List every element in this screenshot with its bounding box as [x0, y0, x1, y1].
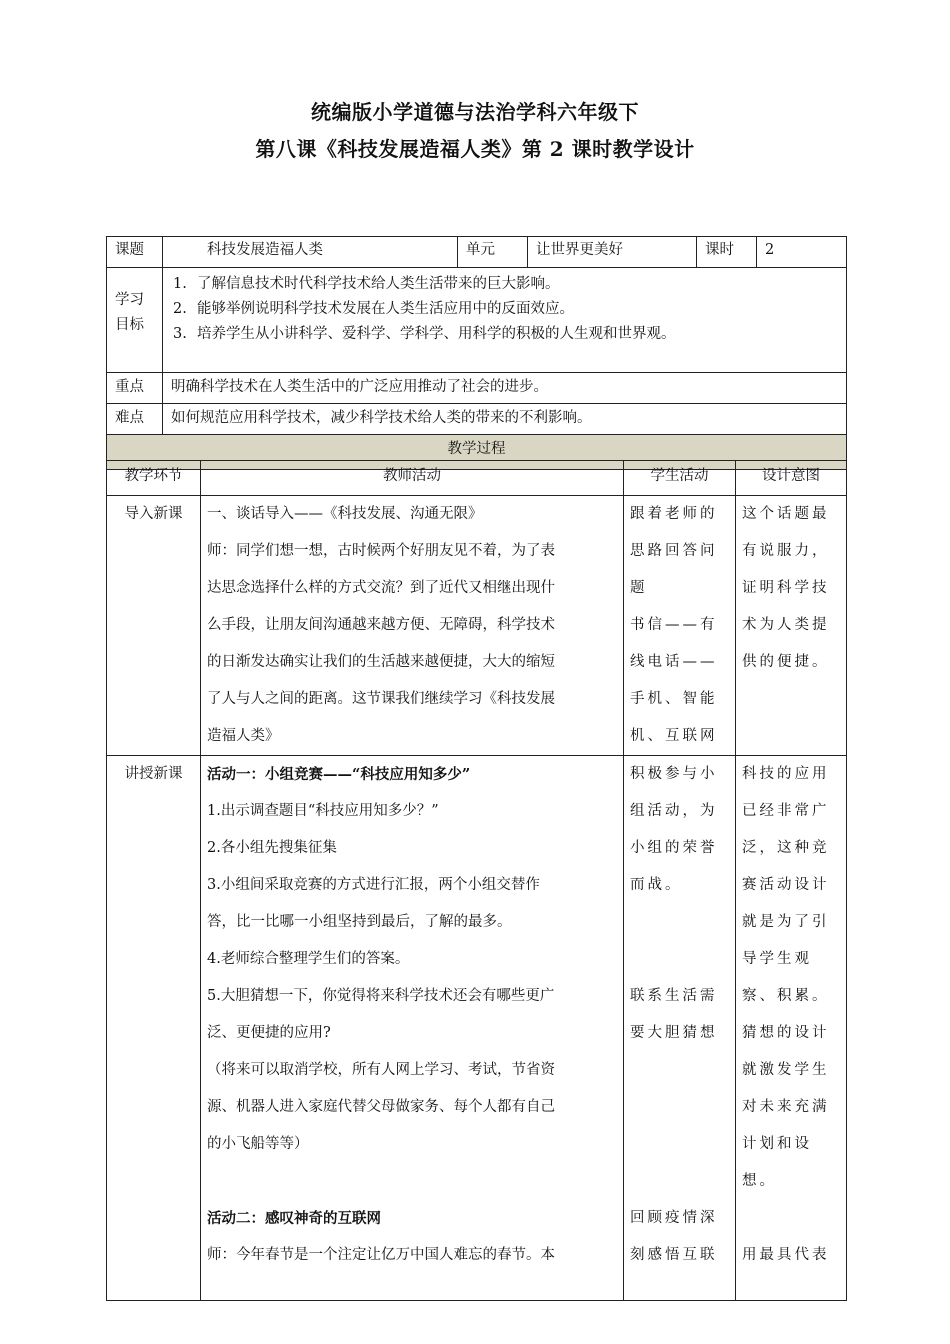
intro-stage: 导入新课: [107, 496, 201, 756]
text-line: 供的便捷。: [742, 654, 830, 670]
text-line: 想。: [742, 1173, 777, 1189]
text-line: 源、机器人进入家庭代替父母做家务、每个人都有自己: [207, 1099, 555, 1115]
header-student: 学生活动: [624, 461, 736, 496]
text-line: （将来可以取消学校，所有人网上学习、考试，节省资: [207, 1062, 555, 1078]
document-title-line1: 统编版小学道德与法治学科六年级下: [311, 100, 639, 124]
topic-row: [107, 237, 847, 268]
text-line: 机、互联网: [630, 728, 718, 744]
objectives-label: [107, 268, 163, 373]
text-line: 书信——有: [630, 617, 718, 633]
process-banner: 教学过程: [107, 435, 847, 470]
text-line: 科技的应用: [742, 766, 830, 782]
blank-line: [207, 1163, 617, 1200]
text-line: 师：今年春节是一个注定让亿万中国人难忘的春节。本: [207, 1247, 555, 1263]
text-line: 造福人类》: [207, 728, 280, 744]
text-line: 一、谈话导入——《科技发展、沟通无限》: [207, 506, 483, 522]
intro-row: [107, 496, 847, 756]
text-line: 回顾疫情深: [630, 1210, 718, 1226]
unit-label: 单元: [458, 237, 528, 268]
text-line: 的小飞船等等）: [207, 1136, 309, 1152]
lecture-stage: 讲授新课: [107, 756, 201, 1301]
text-line: 1.出示调查题目“科技应用知多少？”: [207, 803, 439, 819]
text-line: 赛活动设计: [742, 877, 830, 893]
objective-item: 3. 培养学生从小讲科学、爱科学、学科学、用科学的积极的人生观和世界观。: [173, 326, 676, 342]
text-line: 线电话——: [630, 654, 718, 670]
text-line: 泛，这种竞: [742, 840, 830, 856]
teaching-process-table: [106, 460, 847, 1301]
text-line: 积极参与小: [630, 766, 718, 782]
blank-line: [630, 1089, 729, 1126]
text-line: 术为人类提: [742, 617, 830, 633]
text-line: 计划和设: [742, 1136, 812, 1152]
key-point-row: [107, 373, 847, 404]
blank-line: [742, 1200, 840, 1237]
text-line: 手机、智能: [630, 691, 718, 707]
lecture-design-intent: [736, 756, 847, 1301]
text-line: 小组的荣誉: [630, 840, 718, 856]
text-line: 了人与人之间的距离。这节课我们继续学习《科技发展: [207, 691, 555, 707]
blank-line: [630, 1052, 729, 1089]
objectives-row: [107, 268, 847, 373]
text-line: 跟着老师的: [630, 506, 718, 522]
text-line: 泛、更便捷的应用?: [207, 1025, 331, 1041]
text-line: 刻感悟互联: [630, 1247, 718, 1263]
objectives-list: [163, 268, 847, 373]
blank-line: [630, 1163, 729, 1200]
key-point-value: 明确科学技术在人类生活中的广泛应用推动了社会的进步。: [163, 373, 847, 404]
lecture-teacher-activity: [201, 756, 624, 1301]
topic-label: 课题: [107, 237, 163, 268]
lesson-info-table: [106, 236, 847, 470]
text-line: 师：同学们想一想，古时候两个好朋友见不着，为了表: [207, 543, 555, 559]
process-header-row: [107, 461, 847, 496]
document-title-line2: 第八课《科技发展造福人类》第 2 课时教学设计: [255, 137, 695, 161]
text-line: 就是为了引: [742, 914, 830, 930]
period-label: 课时: [697, 237, 757, 268]
lecture-row: [107, 756, 847, 1301]
text-line: 证明科学技: [742, 580, 830, 596]
intro-teacher-activity: [201, 496, 624, 756]
text-line: 组活动，为: [630, 803, 718, 819]
text-line: 么手段，让朋友间沟通越来越方便、无障碍，科学技术: [207, 617, 555, 633]
key-point-label: 重点: [107, 373, 163, 404]
text-line: 4.老师综合整理学生们的答案。: [207, 951, 410, 967]
text-line: 题: [630, 580, 648, 596]
text-line: 察、积累。: [742, 988, 830, 1004]
header-intent: 设计意图: [736, 461, 847, 496]
text-line: 导学生观: [742, 951, 812, 967]
text-line: 达思念选择什么样的方式交流？到了近代又相继出现什: [207, 580, 555, 596]
blank-line: [630, 941, 729, 978]
unit-value: 让世界更美好: [528, 237, 697, 268]
blank-line: [630, 904, 729, 941]
header-stage: 教学环节: [107, 461, 201, 496]
text-line: 已经非常广: [742, 803, 830, 819]
text-line: 5.大胆猜想一下，你觉得将来科学技术还会有哪些更广: [207, 988, 555, 1004]
objectives-label-line1: 学习: [115, 292, 144, 308]
header-teacher: 教师活动: [201, 461, 624, 496]
intro-design-intent: [736, 496, 847, 756]
lecture-student-activity: [624, 756, 736, 1301]
difficulty-row: [107, 404, 847, 435]
intro-student-activity: [624, 496, 736, 756]
objectives-label-line2: 目标: [115, 317, 144, 333]
text-line: 用最具代表: [742, 1247, 830, 1263]
text-line: 联系生活需: [630, 988, 718, 1004]
text-line: 2.各小组先搜集征集: [207, 840, 337, 856]
text-line: 就激发学生: [742, 1062, 830, 1078]
text-line: 猜想的设计: [742, 1025, 830, 1041]
blank-line: [630, 1126, 729, 1163]
activity-one-title: 活动一：小组竞赛——“科技应用知多少”: [207, 766, 471, 783]
text-line: 思路回答问: [630, 543, 718, 559]
objective-item: 2. 能够举例说明科学技术发展在人类生活应用中的反面效应。: [173, 301, 574, 317]
period-value: 2: [757, 237, 847, 268]
text-line: 要大胆猜想: [630, 1025, 718, 1041]
text-line: 有说服力，: [742, 543, 830, 559]
objective-item: 1. 了解信息技术时代科学技术给人类生活带来的巨大影响。: [173, 276, 560, 292]
topic-value: 科技发展造福人类: [163, 237, 458, 268]
difficulty-value: 如何规范应用科学技术，减少科学技术给人类的带来的不利影响。: [163, 404, 847, 435]
text-line: 而战。: [630, 877, 683, 893]
text-line: 3.小组间采取竞赛的方式进行汇报，两个小组交替作: [207, 877, 540, 893]
text-line: 对未来充满: [742, 1099, 830, 1115]
text-line: 这个话题最: [742, 506, 830, 522]
difficulty-label: 难点: [107, 404, 163, 435]
text-line: 的日渐发达确实让我们的生活越来越便捷，大大的缩短: [207, 654, 555, 670]
text-line: 答，比一比哪一小组坚持到最后，了解的最多。: [207, 914, 512, 930]
activity-two-title: 活动二：感叹神奇的互联网: [207, 1210, 381, 1227]
